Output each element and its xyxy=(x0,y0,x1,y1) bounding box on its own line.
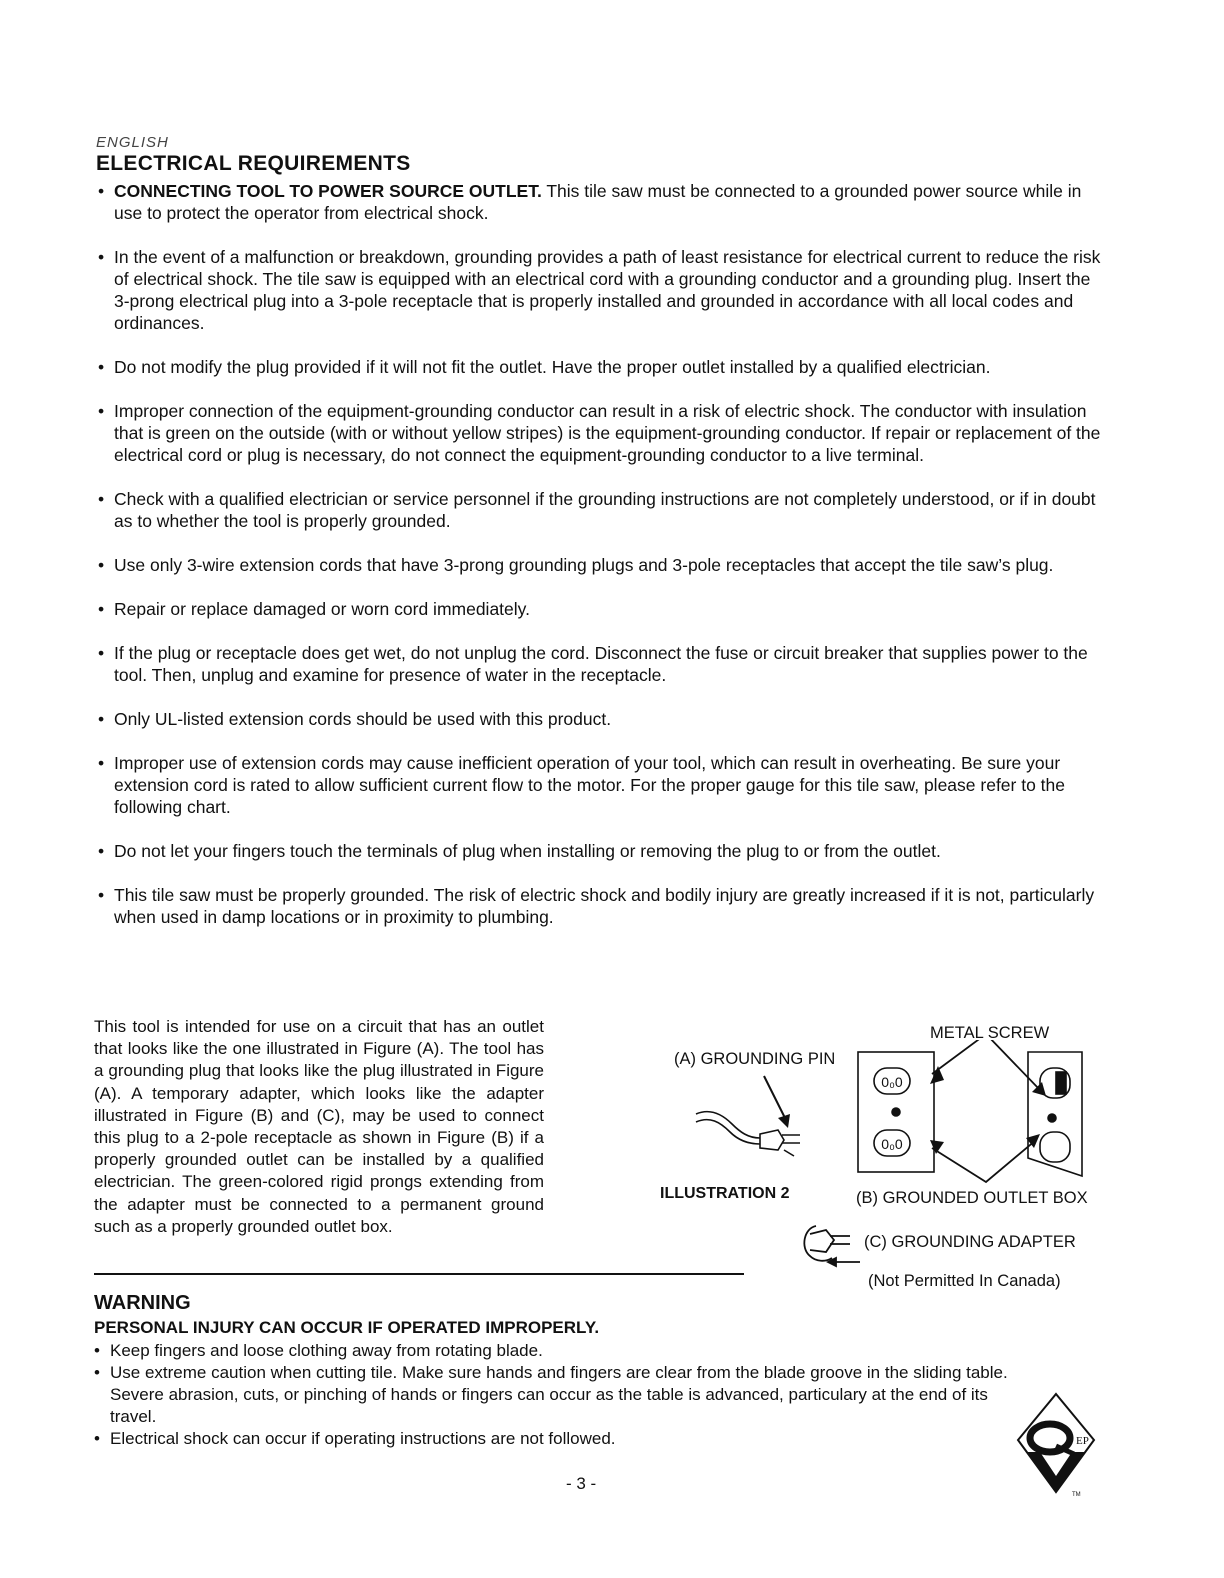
list-item xyxy=(96,488,1106,532)
label-not-permitted: (Not Permitted In Canada) xyxy=(868,1272,1061,1290)
bullet-text: In the event of a malfunction or breakdown, grounding provides a path of least resistance for electrical current to reduce the risk of electrical shock. The tile saw is equipped with an electrical cord with a grounding conductor and a grounding plug. Insert the 3-prong electrical plug into a 3-pole receptacle that is properly installed and grounded in accordance with all local codes and ordinances. xyxy=(114,247,1101,333)
list-item: • Use extreme caution when cutting tile. Make sure hands and fingers are clear from the blade groove in the sliding table. Severe abrasion, cuts, or pinching of hands or fingers can occur as the table is advanced, particulary at the end of its travel. xyxy=(94,1362,1014,1428)
grounding-illustration xyxy=(660,1040,1100,1280)
warning-title: WARNING xyxy=(94,1292,191,1314)
list-item xyxy=(96,642,1106,686)
list-item xyxy=(96,356,1106,378)
bullet-text: Improper connection of the equipment-grounding conductor can result in a risk of electric shock. The conductor with insulation that is green on the outside (with or without yellow stripes) is the equipment-grounding conductor. If repair or replacement of the electrical cord or plug is necessary, do not connect the equipment-grounding conductor to a live terminal. xyxy=(114,401,1101,465)
bullet-text: Do not modify the plug provided if it will not fit the outlet. Have the proper outlet installed by a qualified electrician. xyxy=(114,357,991,377)
illustration-caption: ILLUSTRATION 2 xyxy=(660,1185,790,1202)
pointer-line xyxy=(764,1076,786,1120)
section-divider xyxy=(94,1273,744,1275)
page-number: - 3 - xyxy=(566,1474,597,1493)
label-grounding-pin: (A) GROUNDING PIN xyxy=(674,1050,836,1068)
list-item xyxy=(96,400,1106,466)
bullet-text: Use only 3-wire extension cords that have 3-prong grounding plugs and 3-pole receptacles that accept the tile saw’s plug. xyxy=(114,555,1054,575)
label-grounding-adapter: (C) GROUNDING ADAPTER xyxy=(864,1233,1076,1251)
bullet-lead: CONNECTING TOOL TO POWER SOURCE OUTLET. xyxy=(114,181,542,201)
warning-list xyxy=(94,1340,1014,1450)
bullet-text: Repair or replace damaged or worn cord immediately. xyxy=(114,599,530,619)
label-grounded-outlet-box: (B) GROUNDED OUTLET BOX xyxy=(856,1189,1088,1207)
bullet-text: Check with a qualified electrician or service personnel if the grounding instructions are not completely understood, or if in doubt as to whether the tool is properly grounded. xyxy=(114,489,1096,531)
list-item xyxy=(96,180,1106,224)
list-item xyxy=(96,554,1106,576)
bullet-text: This tile saw must be properly grounded. The risk of electric shock and bodily injury are greatly increased if it is not, particularly when used in damp locations or in proximity to plumbing. xyxy=(114,885,1095,927)
language-label: ENGLISH xyxy=(96,134,169,151)
circuit-paragraph: This tool is intended for use on a circuit that has an outlet that looks like the one illustrated in Figure (A). The tool has a grounding plug that looks like the plug illustrated in Figure (A). A temporary adapter, which looks like the adapter illustrated in Figure (B) and (C), may be used to connect this plug to a 2-pole receptacle as shown in Figure (B) if a properly grounded outlet can be installed by a qualified electrician. The green-colored rigid prongs extending from the adapter must be connected to a permanent ground such as a properly grounded outlet box. xyxy=(94,1017,544,1236)
bullet-text: If the plug or receptacle does get wet, do not unplug the cord. Disconnect the fuse or circuit breaker that supplies power to the tool. Then, unplug and examine for presence of water in the receptacle. xyxy=(114,643,1088,685)
logo-text: EP xyxy=(1076,1435,1089,1447)
arrow-head-icon xyxy=(930,1066,944,1084)
bullet-text: This tile saw must be connected to a grounded power source while in use to protect the operator from electrical shock. xyxy=(114,181,1082,223)
arrow-head-icon xyxy=(930,1140,944,1154)
qep-logo xyxy=(1016,1392,1096,1502)
list-item xyxy=(96,708,1106,730)
section-title: ELECTRICAL REQUIREMENTS xyxy=(96,152,411,175)
grounding-adapter-icon xyxy=(804,1226,860,1266)
list-item xyxy=(96,752,1106,818)
bullet-text: Improper use of extension cords may cause inefficient operation of your tool, which can result in overheating. Be sure your extension cord is rated to allow sufficient current flow to the motor. For the proper gauge for this tile saw, please refer to the following chart. xyxy=(114,753,1066,817)
svg-text:0₀0: 0₀0 xyxy=(881,1136,903,1152)
list-item: • Electrical shock can occur if operating instructions are not followed. xyxy=(94,1428,1014,1450)
list-item: • Keep fingers and loose clothing away from rotating blade. xyxy=(94,1340,1014,1362)
bullet-text: Only UL-listed extension cords should be used with this product. xyxy=(114,709,612,729)
list-item xyxy=(96,840,1106,862)
arrow-head-icon xyxy=(778,1114,790,1128)
warning-subtitle: PERSONAL INJURY CAN OCCUR IF OPERATED IMPROPERLY. xyxy=(94,1318,600,1337)
electrical-requirements-list xyxy=(96,180,1106,950)
label-metal-screw: METAL SCREW xyxy=(930,1024,1050,1042)
list-item xyxy=(96,246,1106,334)
screw-arrows xyxy=(932,1040,1040,1182)
list-item xyxy=(96,598,1106,620)
list-item xyxy=(96,884,1106,928)
logo-tm: TM xyxy=(1072,1492,1081,1498)
outlet-box-icon xyxy=(858,1052,1082,1176)
svg-text:0₀0: 0₀0 xyxy=(881,1074,903,1090)
bullet-text: Do not let your fingers touch the terminals of plug when installing or removing the plug to or from the outlet. xyxy=(114,841,941,861)
